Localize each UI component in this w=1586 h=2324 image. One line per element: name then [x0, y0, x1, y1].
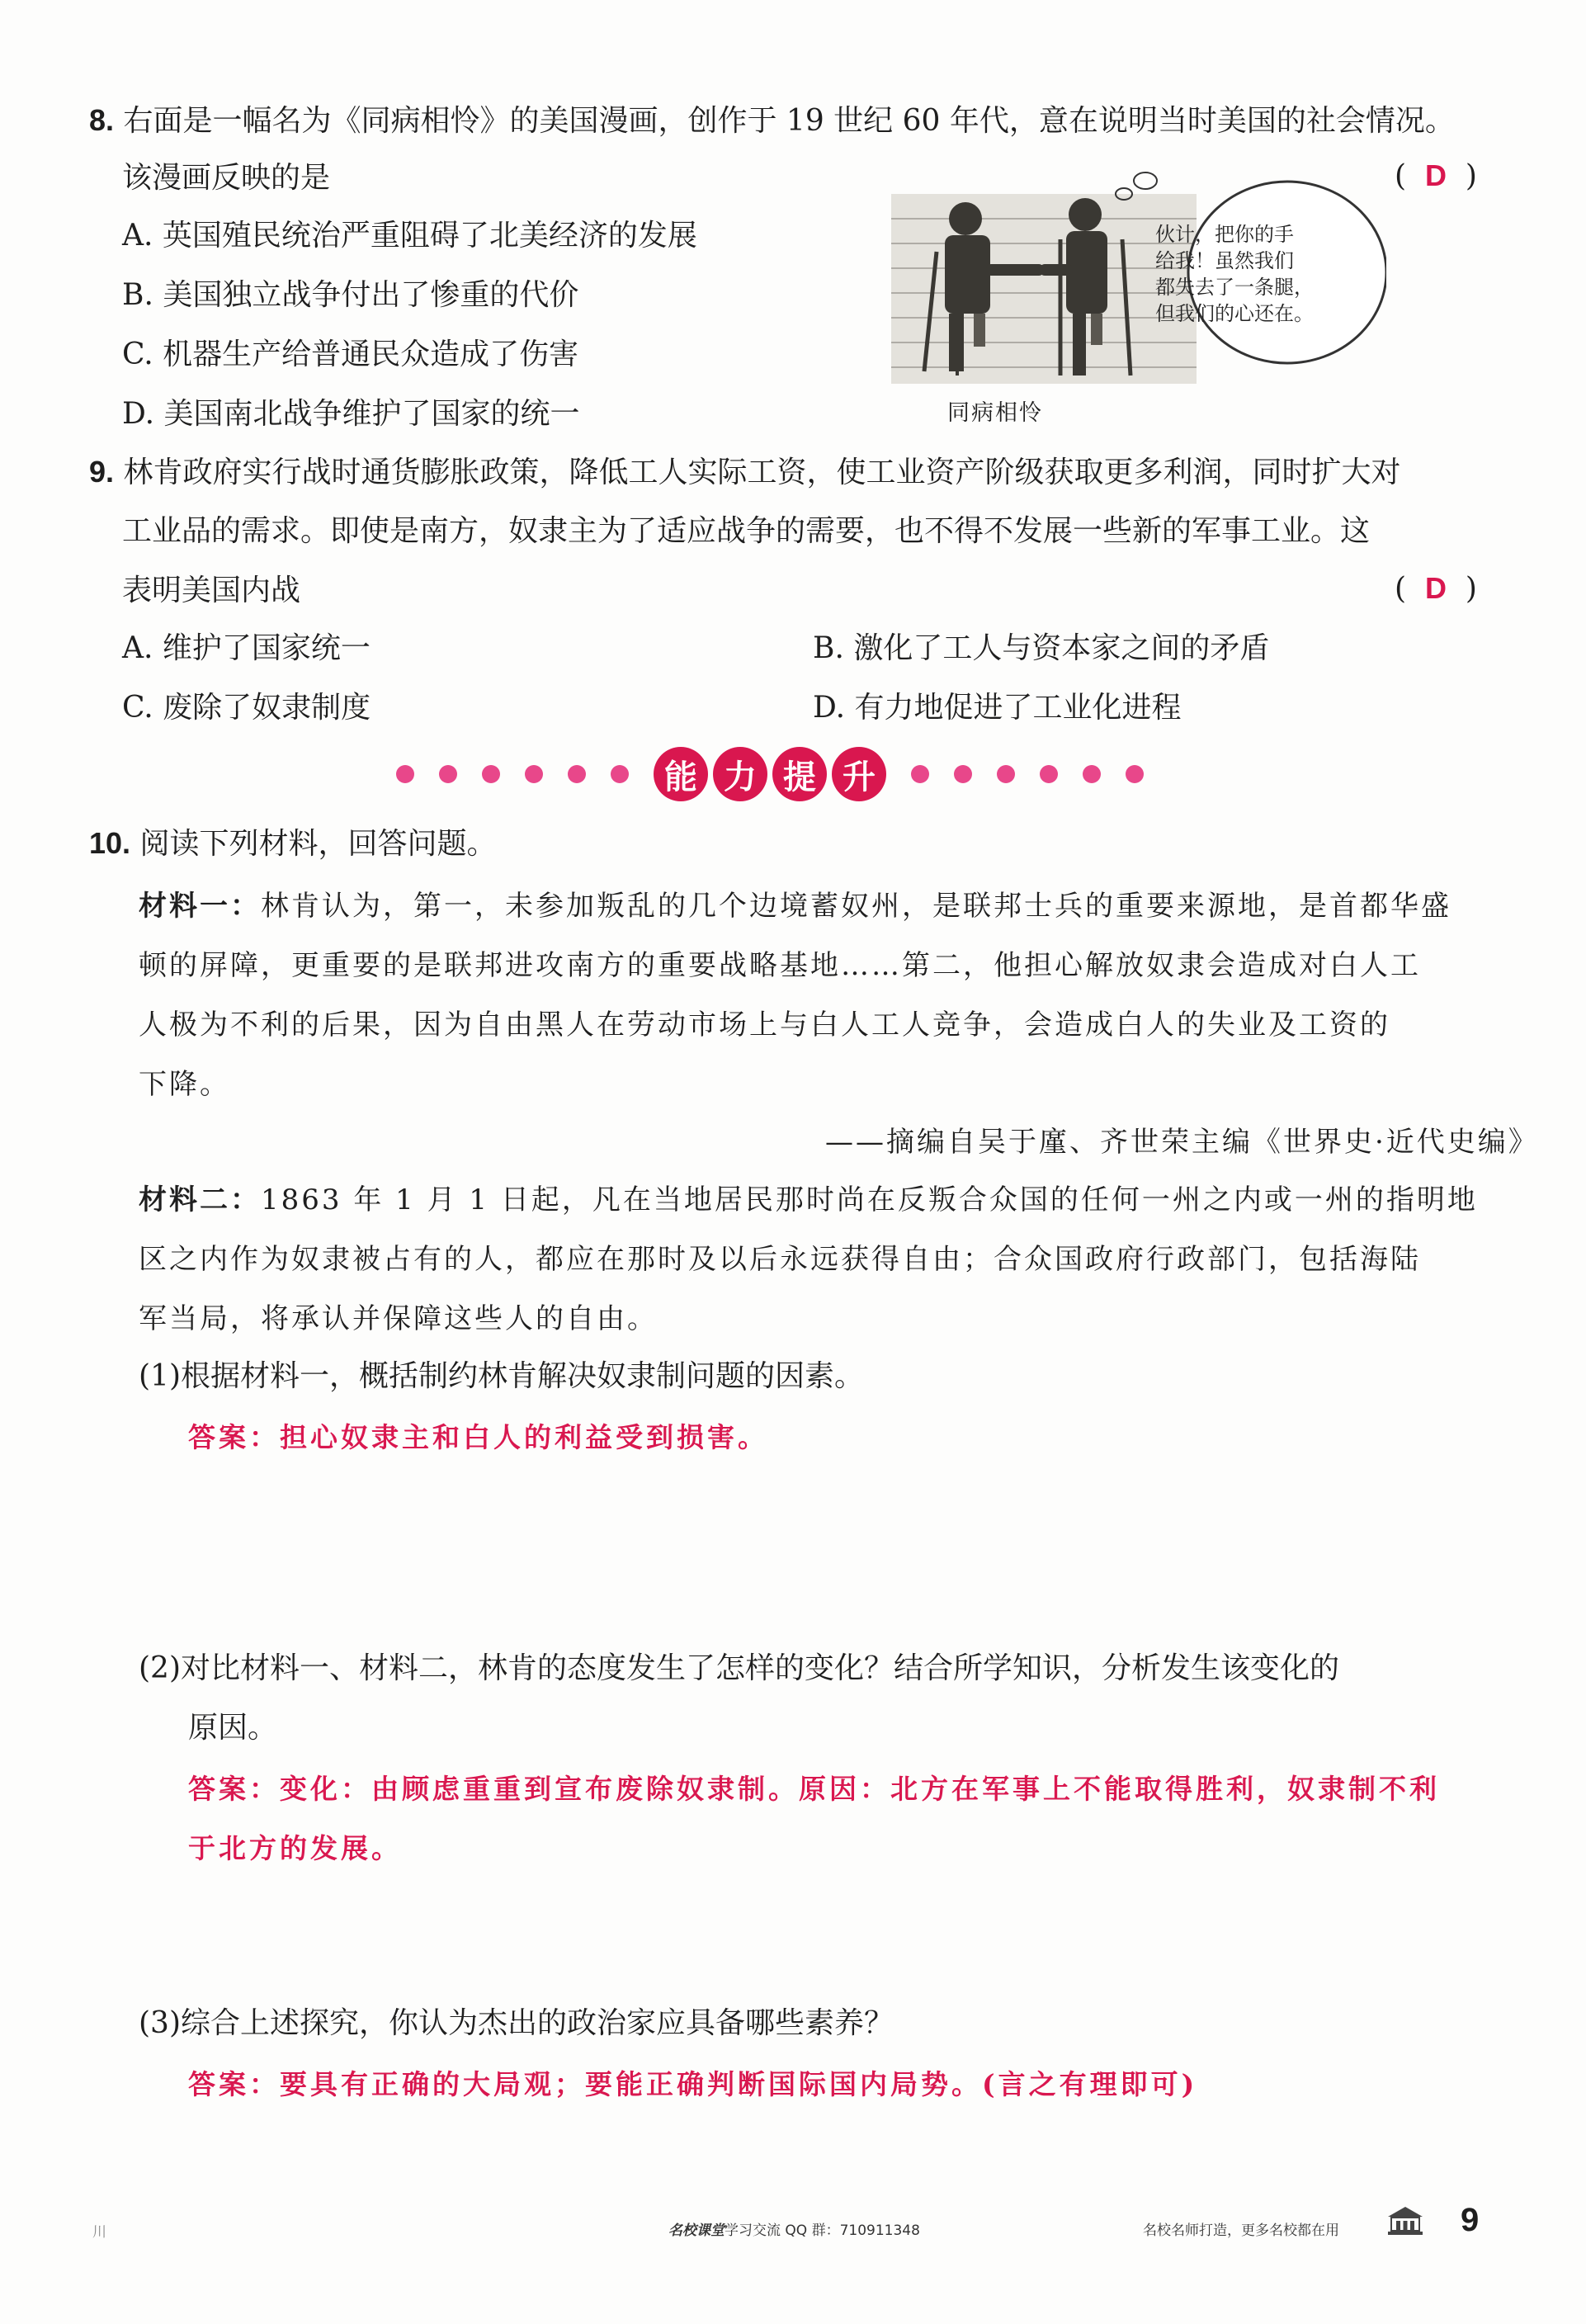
material1-label: 材料一： [139, 890, 261, 923]
q8-option-c: C. 机器生产给普通民众造成了伤害 [122, 338, 579, 371]
banner-dots-right [911, 765, 1144, 783]
banner-char: 力 [713, 747, 767, 801]
banner-dots-left [396, 765, 629, 783]
material2-line2: 区之内作为奴隶被占有的人，都应在那时及以后永远获得自由；合众国政府行政部门，包括海陆 [139, 1243, 1421, 1276]
q9-number: 9. [89, 455, 115, 489]
q8-option-d: D. 美国南北战争维护了国家的统一 [122, 397, 580, 431]
q8-option-b: B. 美国独立战争付出了惨重的代价 [122, 278, 579, 312]
material1-text: 林肯认为，第一，未参加叛乱的几个边境蓄奴州，是联邦士兵的重要来源地，是首都华盛 [261, 890, 1451, 923]
footer-left-mark: 川 [92, 2224, 106, 2241]
dot [1083, 765, 1101, 783]
cartoon-caption: 同病相怜 [947, 400, 1043, 426]
q10-sub2-answer-line2: 于北方的发展。 [188, 1832, 402, 1864]
material2-line1 [139, 1177, 1478, 1217]
material2-line3: 军当局，将承认并保障这些人的自由。 [139, 1302, 658, 1335]
q8-stem-line1 [89, 101, 1455, 141]
footer-brand: 名校课堂 [668, 2222, 725, 2239]
dot [1040, 765, 1058, 783]
q9-option-c: C. 废除了奴隶制度 [122, 691, 371, 725]
q9-option-a: A. 维护了国家统一 [122, 631, 371, 665]
banner-char: 能 [654, 747, 708, 801]
q9-option-b: B. 激化了工人与资本家之间的矛盾 [813, 631, 1270, 665]
material1-line2: 顿的屏障，更重要的是联邦进攻南方的重要战略基地……第二，他担心解放奴隶会造成对白人工 [139, 949, 1421, 982]
bubble-line: 都失去了一条腿， [1155, 276, 1314, 299]
dot [954, 765, 972, 783]
dot [482, 765, 500, 783]
section-banner [396, 747, 1144, 801]
q8-stem-line2: 该漫画反映的是 [122, 161, 331, 195]
bubble-line: 伙计，把你的手 [1155, 223, 1294, 246]
q10-sub2-answer-line1: 答案：变化：由顾虑重重到宣布废除奴隶制。原因：北方在军事上不能取得胜利，奴隶制不利 [188, 1773, 1440, 1805]
material1-line4: 下降。 [139, 1068, 230, 1101]
banner-title [654, 747, 886, 801]
q8-answer-paren: ( D ) [1395, 158, 1477, 193]
bubble-line: 给我！虽然我们 [1155, 249, 1294, 272]
q8-answer: D [1424, 158, 1447, 192]
dot [997, 765, 1015, 783]
dot [439, 765, 457, 783]
q10-sub3-question: (3)综合上述探究，你认为杰出的政治家应具备哪些素养？ [139, 2006, 894, 2040]
dot [568, 765, 586, 783]
material2-label: 材料二： [139, 1183, 261, 1216]
q9-answer: D [1424, 571, 1447, 605]
q9-stem-text: 林肯政府实行战时通货膨胀政策，降低工人实际工资，使工业资产阶级获取更多利润，同时扩大对 [123, 456, 1401, 489]
banner-char: 升 [832, 747, 886, 801]
q9-stem-line3: 表明美国内战 [122, 574, 301, 607]
q10-sub1-answer: 答案：担心奴隶主和白人的利益受到损害。 [188, 1421, 768, 1453]
footer-center-text: 学习交流 QQ 群：710911348 [725, 2222, 920, 2239]
q9-stem-line1 [89, 452, 1401, 493]
material1-source: ——摘编自吴于廑、齐世荣主编《世界史·近代史编》 [825, 1126, 1539, 1159]
q8-number: 8. [89, 103, 115, 137]
q8-option-a: A. 英国殖民统治严重阻碍了北美经济的发展 [122, 219, 697, 253]
dot [611, 765, 629, 783]
material1-line1 [139, 883, 1451, 923]
dot [1126, 765, 1144, 783]
page-number: 9 [1461, 2202, 1480, 2238]
q9-stem-line2: 工业品的需求。即使是南方，奴隶主为了适应战争的需要，也不得不发展一些新的军事工业。这 [122, 514, 1371, 548]
q10-sub2-question-line1: (2)对比材料一、材料二，林肯的态度发生了怎样的变化？结合所学知识，分析发生该变化的 [139, 1651, 1339, 1685]
q10-stem [89, 824, 497, 864]
q10-number: 10. [89, 826, 131, 860]
q10-sub2-question-line2: 原因。 [188, 1711, 278, 1745]
footer-center [668, 2218, 920, 2239]
cartoon-speech-bubble [1155, 221, 1314, 327]
bubble-line: 但我们的心还在。 [1155, 302, 1314, 325]
dot [911, 765, 929, 783]
school-logo-icon [1386, 2205, 1424, 2237]
banner-char: 提 [772, 747, 827, 801]
footer-right-text: 名校名师打造，更多名校都在用 [1143, 2222, 1339, 2239]
q9-option-d: D. 有力地促进了工业化进程 [813, 691, 1182, 725]
material2-text: 1863 年 1 月 1 日起，凡在当地居民那时尚在反叛合众国的任何一州之内或一州的指明地 [261, 1183, 1478, 1216]
material1-line3: 人极为不利的后果，因为自由黑人在劳动市场上与白人工人竞争，会造成白人的失业及工资的 [139, 1008, 1390, 1042]
dot [525, 765, 543, 783]
dot [396, 765, 414, 783]
q8-stem-text: 右面是一幅名为《同病相怜》的美国漫画，创作于 19 世纪 60 年代，意在说明当时美国的社会情况。 [123, 104, 1455, 138]
q10-stem-text: 阅读下列材料，回答问题。 [139, 827, 497, 861]
q10-sub1-question: (1)根据材料一，概括制约林肯解决奴隶制问题的因素。 [139, 1359, 864, 1393]
q9-answer-paren: ( D ) [1395, 571, 1477, 606]
q10-sub3-answer: 答案：要具有正确的大局观；要能正确判断国际国内局势。(言之有理即可) [188, 2068, 1198, 2100]
